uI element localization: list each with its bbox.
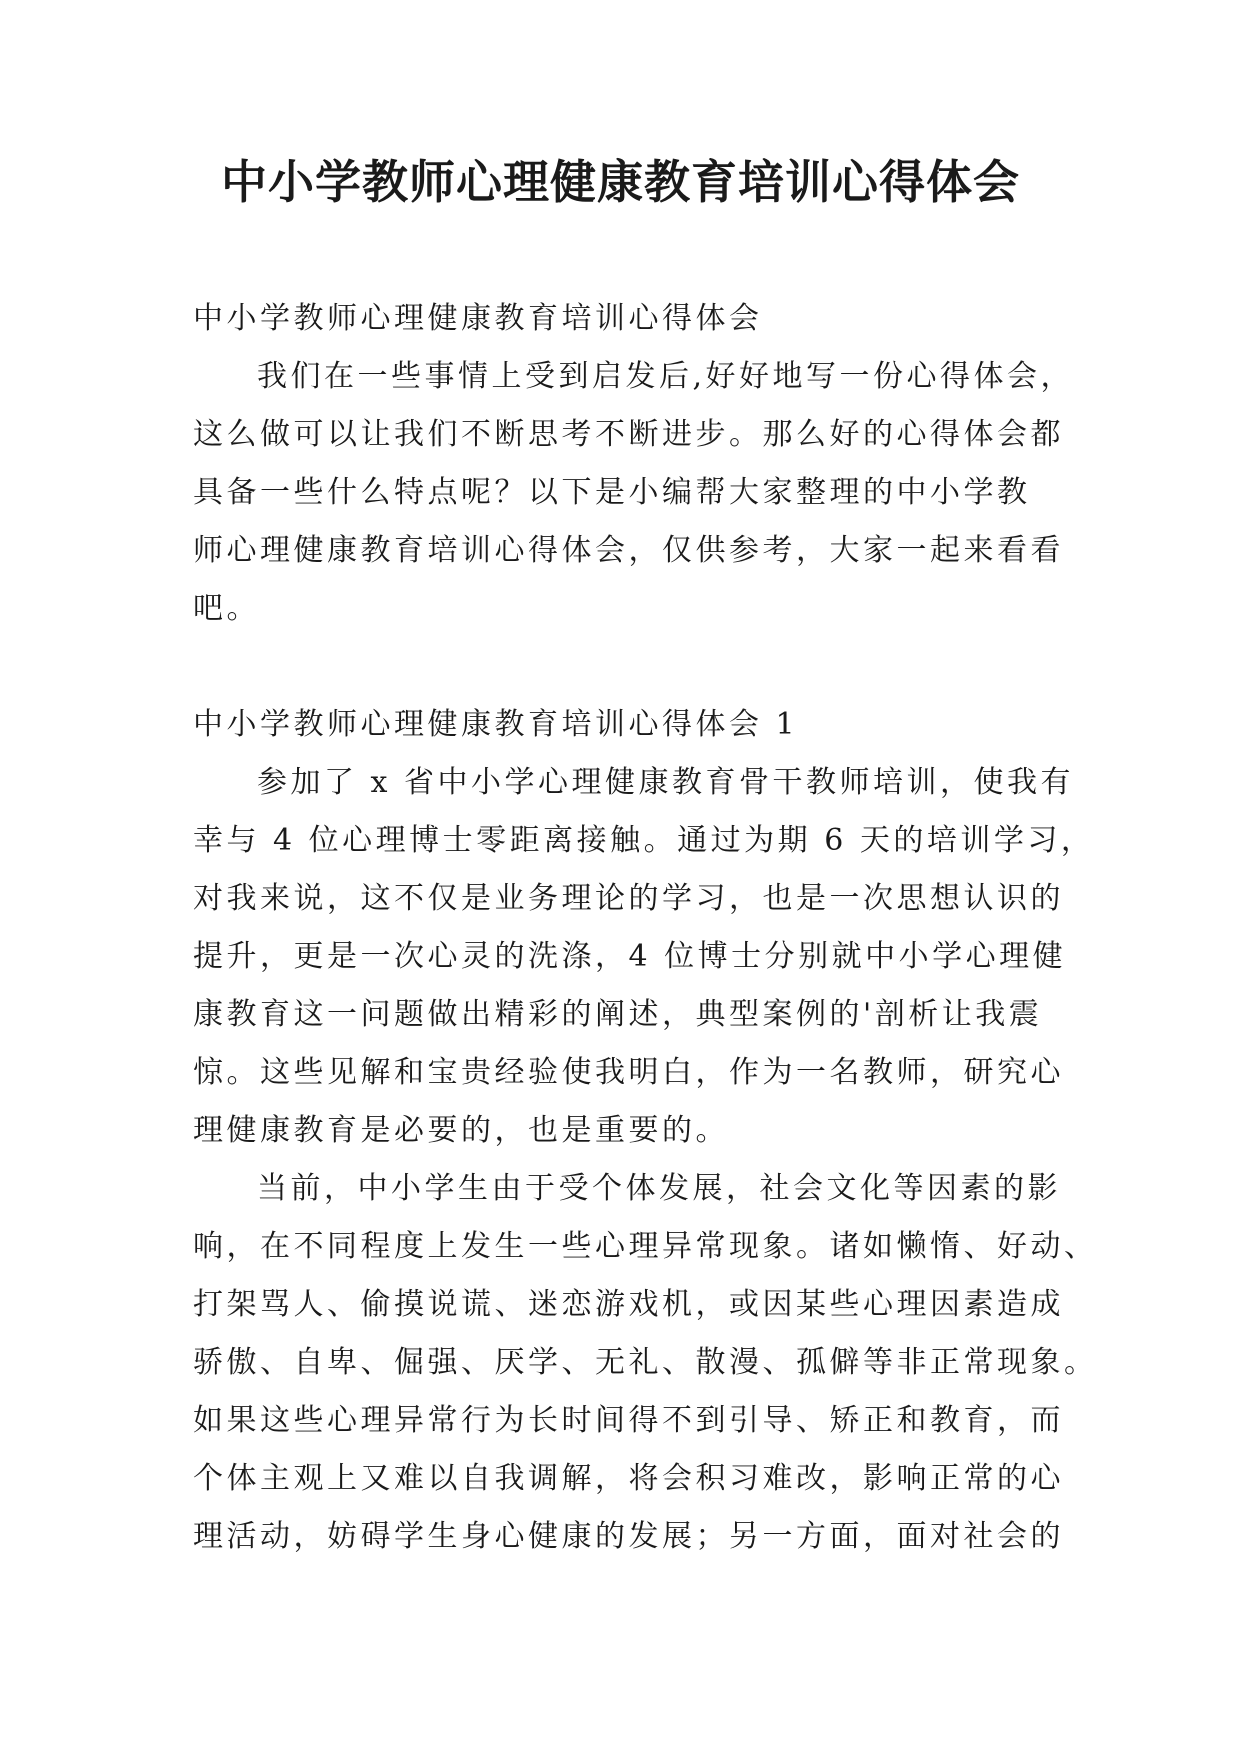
text-line: 响，在不同程度上发生一些心理异常现象。诸如懒惰、好动、	[193, 1229, 1098, 1264]
section-heading: 中小学教师心理健康教育培训心得体会 1	[193, 707, 799, 742]
section-heading: 中小学教师心理健康教育培训心得体会	[193, 301, 763, 336]
text-line: 提升，更是一次心灵的洗涤，4 位博士分别就中小学心理健	[193, 939, 1067, 974]
paragraph	[193, 348, 1075, 638]
text-line: 理活动，妨碍学生身心健康的发展；另一方面，面对社会的	[193, 1519, 1064, 1554]
section-spacer	[193, 638, 1055, 696]
text-line: 吧。	[193, 591, 260, 626]
text-line: 康教育这一问题做出精彩的阐述，典型案例的'剖析让我震	[193, 997, 1043, 1032]
text-line: 惊。这些见解和宝贵经验使我明白，作为一名教师，研究心	[193, 1055, 1064, 1090]
paragraph	[193, 754, 1095, 1160]
text-line: 具备一些什么特点呢？以下是小编帮大家整理的中小学教	[193, 475, 1031, 510]
document-title: 中小学教师心理健康教育培训心得体会	[221, 155, 1020, 209]
text-line: 骄傲、自卑、倔强、厌学、无礼、散漫、孤僻等非正常现象。	[193, 1345, 1098, 1380]
text-line: 理健康教育是必要的，也是重要的。	[193, 1113, 729, 1148]
text-line: 师心理健康教育培训心得体会，仅供参考，大家一起来看看	[193, 533, 1064, 568]
text-line: 打架骂人、偷摸说谎、迷恋游戏机，或因某些心理因素造成	[193, 1287, 1064, 1322]
paragraph	[193, 1160, 1098, 1566]
text-line: 当前，中小学生由于受个体发展，社会文化等因素的影	[257, 1171, 1061, 1206]
text-line: 个体主观上又难以自我调解，将会积习难改，影响正常的心	[193, 1461, 1064, 1496]
section-1	[193, 696, 1098, 1566]
text-line: 参加了 x 省中小学心理健康教育骨干教师培训，使我有	[257, 765, 1074, 800]
text-line: 对我来说，这不仅是业务理论的学习，也是一次思想认识的	[193, 881, 1064, 916]
text-line: 我们在一些事情上受到启发后,好好地写一份心得体会，	[257, 359, 1075, 394]
text-line: 如果这些心理异常行为长时间得不到引导、矫正和教育，而	[193, 1403, 1064, 1438]
text-line: 幸与 4 位心理博士零距离接触。通过为期 6 天的培训学习，	[193, 823, 1095, 858]
section-intro	[193, 290, 1075, 638]
text-line: 这么做可以让我们不断思考不断进步。那么好的心得体会都	[193, 417, 1064, 452]
document-body	[193, 290, 1098, 1566]
